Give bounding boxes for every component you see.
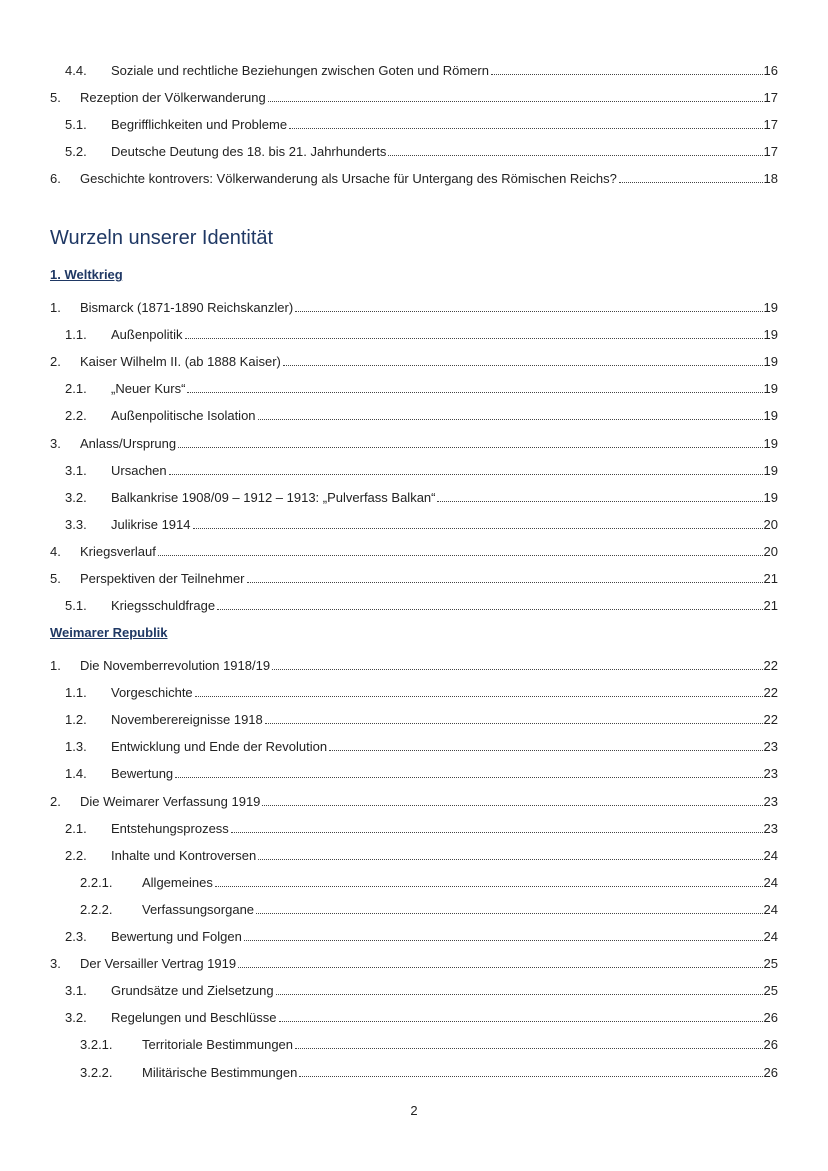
toc-entry-page: 16 <box>763 63 778 79</box>
toc-entry-title: Rezeption der Völkerwanderung <box>80 90 266 106</box>
toc-entry-title: Verfassungsorgane <box>142 901 255 917</box>
dot-leader <box>289 128 762 129</box>
toc-entry-page: 19 <box>763 354 778 370</box>
toc-entry-number: 2.1. <box>65 381 87 397</box>
dot-leader <box>244 940 763 941</box>
toc-entry[interactable] <box>50 455 778 482</box>
toc-entry-page: 19 <box>763 381 778 397</box>
toc-entry-number: 3.1. <box>65 462 87 478</box>
dot-leader <box>279 1021 763 1022</box>
toc-entry-page: 18 <box>763 171 778 187</box>
dot-leader <box>193 528 763 529</box>
toc-entry-page: 19 <box>763 462 778 478</box>
toc-entry[interactable] <box>50 509 778 536</box>
section-label-weimar: Weimarer Republik <box>50 625 168 640</box>
toc-entry-page: 24 <box>763 874 778 890</box>
toc-entry-page: 26 <box>763 1037 778 1053</box>
toc-entry-page: 19 <box>763 435 778 451</box>
toc-entry-title: Allgemeines <box>142 874 213 890</box>
dot-leader <box>295 311 762 312</box>
toc-entry[interactable] <box>50 677 778 704</box>
toc-entry-page: 21 <box>763 598 778 614</box>
toc-entry-number: 2.2. <box>65 847 87 863</box>
toc-entry-title: Die Weimarer Verfassung 1919 <box>80 793 261 809</box>
toc-entry[interactable] <box>50 785 778 812</box>
toc-entry-page: 26 <box>763 1064 778 1080</box>
toc-entry-title: Perspektiven der Teilnehmer <box>80 571 245 587</box>
toc-entry-title: Kriegsschuldfrage <box>111 598 216 614</box>
dot-leader <box>619 182 763 183</box>
toc-entry[interactable] <box>50 482 778 509</box>
toc-entry[interactable] <box>50 427 778 454</box>
toc-entry-number: 1. <box>50 300 61 316</box>
toc-weimar-list <box>50 650 778 1084</box>
toc-entry-title: Die Novemberrevolution 1918/19 <box>80 658 271 674</box>
toc-entry-page: 25 <box>763 983 778 999</box>
toc-entry-title: Inhalte und Kontroversen <box>111 847 257 863</box>
toc-entry-title: Entwicklung und Ende der Revolution <box>111 739 328 755</box>
toc-entry[interactable] <box>50 840 778 867</box>
toc-entry-title: Grundsätze und Zielsetzung <box>111 983 274 999</box>
toc-entry-title: Außenpolitik <box>111 327 183 343</box>
toc-entry[interactable] <box>50 136 778 163</box>
toc-entry-page: 23 <box>763 766 778 782</box>
toc-entry-title: Julikrise 1914 <box>111 516 191 532</box>
dot-leader <box>187 392 762 393</box>
toc-entry-number: 5.2. <box>65 144 87 160</box>
dot-leader <box>247 582 763 583</box>
toc-entry-title: Außenpolitische Isolation <box>111 408 256 424</box>
dot-leader <box>295 1048 763 1049</box>
toc-entry[interactable] <box>50 373 778 400</box>
toc-entry-title: Kriegsverlauf <box>80 543 156 559</box>
toc-entry-number: 3. <box>50 956 61 972</box>
dot-leader <box>329 750 762 751</box>
toc-entry[interactable] <box>50 894 778 921</box>
toc-entry-title: Bewertung und Folgen <box>111 929 242 945</box>
toc-entry-number: 3.2.2. <box>80 1064 113 1080</box>
toc-entry[interactable] <box>50 536 778 563</box>
toc-entry-page: 20 <box>763 516 778 532</box>
toc-entry[interactable] <box>50 975 778 1002</box>
toc-entry-title: Soziale und rechtliche Beziehungen zwischen Goten und Römern <box>111 63 489 79</box>
toc-entry[interactable] <box>50 292 778 319</box>
dot-leader <box>276 994 763 995</box>
toc-entry-title: Novemberereignisse 1918 <box>111 712 263 728</box>
toc-entry[interactable] <box>50 82 778 109</box>
dot-leader <box>388 155 762 156</box>
toc-entry-title: Der Versailler Vertrag 1919 <box>80 956 237 972</box>
dot-leader <box>158 555 763 556</box>
toc-entry[interactable] <box>50 55 778 82</box>
toc-entry-page: 19 <box>763 489 778 505</box>
toc-entry-number: 1.1. <box>65 685 87 701</box>
toc-entry-title: Bismarck (1871-1890 Reichskanzler) <box>80 300 294 316</box>
toc-entry-page: 17 <box>763 90 778 106</box>
toc-entry[interactable] <box>50 921 778 948</box>
toc-entry-number: 2. <box>50 354 61 370</box>
dot-leader <box>262 805 762 806</box>
toc-weltkrieg-list <box>50 292 778 617</box>
dot-leader <box>178 447 762 448</box>
toc-entry-page: 24 <box>763 847 778 863</box>
toc-entry-number: 2.3. <box>65 929 87 945</box>
dot-leader <box>231 832 763 833</box>
toc-entry-title: Anlass/Ursprung <box>80 435 177 451</box>
toc-entry-page: 23 <box>763 793 778 809</box>
toc-entry-title: Militärische Bestimmungen <box>142 1064 298 1080</box>
dot-leader <box>265 723 763 724</box>
toc-entry-number: 3.2. <box>65 1010 87 1026</box>
toc-entry-number: 5.1. <box>65 598 87 614</box>
toc-entry-page: 24 <box>763 901 778 917</box>
toc-entry-number: 3.3. <box>65 516 87 532</box>
toc-entry[interactable] <box>50 813 778 840</box>
dot-leader <box>169 474 763 475</box>
toc-entry-page: 23 <box>763 820 778 836</box>
toc-entry-number: 5.1. <box>65 117 87 133</box>
toc-entry[interactable] <box>50 319 778 346</box>
toc-entry[interactable] <box>50 163 778 190</box>
toc-entry-page: 21 <box>763 571 778 587</box>
toc-entry[interactable] <box>50 704 778 731</box>
toc-entry-title: Kaiser Wilhelm II. (ab 1888 Kaiser) <box>80 354 281 370</box>
toc-entry-number: 1.2. <box>65 712 87 728</box>
toc-entry-page: 17 <box>763 117 778 133</box>
toc-entry-page: 20 <box>763 543 778 559</box>
dot-leader <box>272 669 762 670</box>
toc-entry-number: 1. <box>50 658 61 674</box>
main-heading: Wurzeln unserer Identität <box>50 227 274 249</box>
toc-entry-number: 2. <box>50 793 61 809</box>
toc-entry[interactable] <box>50 1029 778 1056</box>
toc-entry-title: Bewertung <box>111 766 174 782</box>
dot-leader <box>268 101 763 102</box>
toc-entry-title: Balkankrise 1908/09 – 1912 – 1913: „Pulverfass Balkan“ <box>111 489 436 505</box>
dot-leader <box>283 365 763 366</box>
toc-entry-number: 3.2. <box>65 489 87 505</box>
toc-entry-page: 22 <box>763 712 778 728</box>
toc-entry-page: 17 <box>763 144 778 160</box>
toc-entry[interactable] <box>50 867 778 894</box>
dot-leader <box>437 501 762 502</box>
toc-entry[interactable] <box>50 1056 778 1083</box>
toc-entry-page: 22 <box>763 685 778 701</box>
toc-entry-page: 24 <box>763 929 778 945</box>
toc-entry-title: Deutsche Deutung des 18. bis 21. Jahrhunderts <box>111 144 387 160</box>
toc-entry[interactable] <box>50 650 778 677</box>
toc-entry-number: 6. <box>50 171 61 187</box>
toc-entry-number: 3. <box>50 435 61 451</box>
dot-leader <box>299 1076 762 1077</box>
toc-entry-page: 23 <box>763 739 778 755</box>
toc-entry-number: 2.2. <box>65 408 87 424</box>
dot-leader <box>175 777 762 778</box>
page-number: 2 <box>410 1103 418 1118</box>
section-label-weltkrieg: 1. Weltkrieg <box>50 267 123 282</box>
toc-entry[interactable] <box>50 400 778 427</box>
toc-entry-title: Geschichte kontrovers: Völkerwanderung als Ursache für Untergang des Römischen Reichs? <box>80 171 617 187</box>
toc-entry-title: Entstehungsprozess <box>111 820 229 836</box>
toc-entry[interactable] <box>50 1002 778 1029</box>
toc-entry-title: Ursachen <box>111 462 167 478</box>
dot-leader <box>215 886 763 887</box>
toc-entry-page: 26 <box>763 1010 778 1026</box>
toc-entry-number: 4.4. <box>65 63 87 79</box>
toc-entry-number: 2.1. <box>65 820 87 836</box>
dot-leader <box>258 859 762 860</box>
toc-entry-number: 1.4. <box>65 766 87 782</box>
toc-entry[interactable] <box>50 948 778 975</box>
toc-entry-page: 19 <box>763 408 778 424</box>
toc-entry-title: Regelungen und Beschlüsse <box>111 1010 277 1026</box>
toc-entry-title: Begrifflichkeiten und Probleme <box>111 117 288 133</box>
toc-entry[interactable] <box>50 109 778 136</box>
toc-entry[interactable] <box>50 590 778 617</box>
toc-entry[interactable] <box>50 758 778 785</box>
dot-leader <box>238 967 762 968</box>
toc-entry-number: 3.2.1. <box>80 1037 113 1053</box>
toc-entry-number: 1.1. <box>65 327 87 343</box>
toc-entry-title: Vorgeschichte <box>111 685 193 701</box>
dot-leader <box>258 419 763 420</box>
toc-top-list <box>50 55 778 190</box>
toc-entry-number: 1.3. <box>65 739 87 755</box>
toc-entry-number: 2.2.1. <box>80 874 113 890</box>
toc-entry[interactable] <box>50 346 778 373</box>
toc-entry-number: 5. <box>50 571 61 587</box>
toc-entry-number: 2.2.2. <box>80 901 113 917</box>
toc-entry-title: „Neuer Kurs“ <box>111 381 186 397</box>
dot-leader <box>195 696 763 697</box>
toc-entry-number: 4. <box>50 543 61 559</box>
dot-leader <box>217 609 762 610</box>
toc-entry[interactable] <box>50 563 778 590</box>
dot-leader <box>185 338 763 339</box>
toc-entry-page: 19 <box>763 327 778 343</box>
toc-entry-page: 22 <box>763 658 778 674</box>
toc-entry[interactable] <box>50 731 778 758</box>
toc-entry-title: Territoriale Bestimmungen <box>142 1037 294 1053</box>
toc-entry-page: 25 <box>763 956 778 972</box>
toc-entry-number: 5. <box>50 90 61 106</box>
dot-leader <box>256 913 763 914</box>
toc-entry-number: 3.1. <box>65 983 87 999</box>
toc-entry-page: 19 <box>763 300 778 316</box>
dot-leader <box>491 74 763 75</box>
